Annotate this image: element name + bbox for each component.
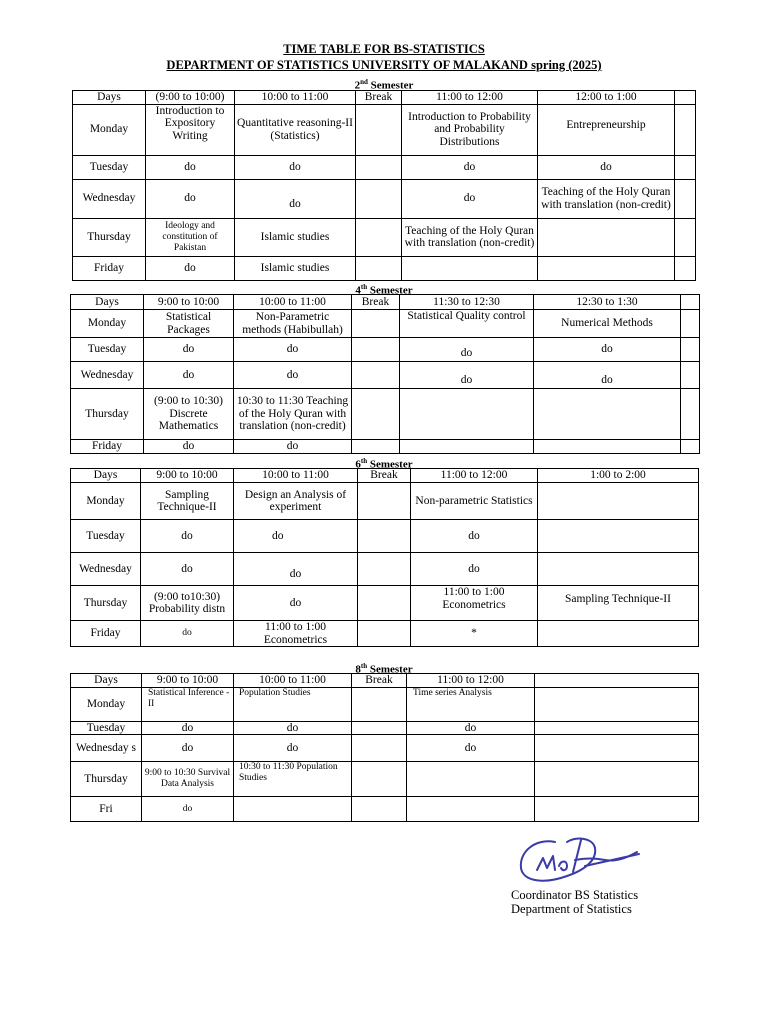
day-cell: Thursday <box>71 762 142 797</box>
table-header-row <box>71 469 699 483</box>
header-cell <box>675 91 696 105</box>
class-cell <box>352 310 400 338</box>
class-cell <box>400 389 534 440</box>
header-cell <box>535 674 699 688</box>
table-row <box>71 797 699 822</box>
header-cell: Days <box>71 469 141 483</box>
class-cell: do <box>234 440 352 454</box>
table-row <box>71 310 700 338</box>
class-cell: do <box>234 553 358 586</box>
class-cell <box>356 104 402 155</box>
class-cell: Time series Analysis <box>407 687 535 721</box>
class-cell: do <box>234 338 352 362</box>
class-cell <box>352 687 407 721</box>
class-cell <box>535 762 699 797</box>
class-cell: do <box>402 179 538 218</box>
sem2-heading: 2nd Semester <box>354 78 414 92</box>
class-cell: Non-Parametric methods (Habibullah) <box>234 310 352 338</box>
class-cell: (9:00 to 10:30) Discrete Mathematics <box>144 389 234 440</box>
header-cell: Days <box>71 674 142 688</box>
class-cell: Statistical Quality control <box>400 310 534 338</box>
table-row <box>71 553 699 586</box>
table-row <box>73 256 696 280</box>
class-cell: do <box>234 721 352 735</box>
class-cell: do <box>411 520 538 553</box>
day-cell: Friday <box>71 621 141 647</box>
day-cell: Tuesday <box>71 520 141 553</box>
header-cell: 9:00 to 10:00 <box>144 295 234 310</box>
class-cell: 9:00 to 10:30 Survival Data Analysis <box>142 762 234 797</box>
sem4-table <box>70 294 700 454</box>
class-cell: Teaching of the Holy Quran with translation (non-credit) <box>402 218 538 256</box>
class-cell: do <box>144 362 234 389</box>
class-cell <box>538 553 699 586</box>
class-cell: Islamic studies <box>235 218 356 256</box>
day-cell: Thursday <box>71 586 141 621</box>
header-cell: 11:00 to 12:00 <box>411 469 538 483</box>
class-cell <box>535 721 699 735</box>
class-cell <box>356 218 402 256</box>
class-cell: Statistical Inference - II <box>142 687 234 721</box>
table-row <box>73 218 696 256</box>
day-cell: Tuesday <box>71 721 142 735</box>
class-cell <box>681 310 700 338</box>
class-cell <box>356 256 402 280</box>
class-cell: do <box>534 362 681 389</box>
signature <box>515 832 645 888</box>
header-cell: 9:00 to 10:00 <box>142 674 234 688</box>
class-cell: 11:00 to 1:00 Econometrics <box>234 621 358 647</box>
sem6-table <box>70 468 699 647</box>
day-cell: Fri <box>71 797 142 822</box>
class-cell: Sampling Technique-II <box>141 483 234 520</box>
table-row <box>71 440 700 454</box>
day-cell: Monday <box>71 310 144 338</box>
class-cell <box>407 762 535 797</box>
class-cell: Sampling Technique-II <box>538 586 699 621</box>
table-row <box>73 179 696 218</box>
class-cell <box>538 621 699 647</box>
table-row <box>71 586 699 621</box>
day-cell: Friday <box>71 440 144 454</box>
class-cell: do <box>144 440 234 454</box>
day-cell: Wednesday <box>73 179 146 218</box>
header-cell: Break <box>358 469 411 483</box>
table-row <box>71 520 699 553</box>
class-cell <box>681 389 700 440</box>
document-subtitle: DEPARTMENT OF STATISTICS UNIVERSITY OF MALAKAND spring (2025) <box>166 58 602 72</box>
class-cell: do <box>407 735 535 762</box>
header-cell: 10:00 to 11:00 <box>234 469 358 483</box>
class-cell: do <box>411 553 538 586</box>
class-cell <box>534 440 681 454</box>
class-cell <box>358 586 411 621</box>
header-cell: 11:00 to 12:00 <box>402 91 538 105</box>
class-cell <box>352 338 400 362</box>
class-cell: do <box>141 553 234 586</box>
day-cell: Monday <box>71 483 141 520</box>
class-cell: do <box>235 179 356 218</box>
class-cell: do <box>142 797 234 822</box>
header-cell: 12:30 to 1:30 <box>534 295 681 310</box>
class-cell: Quantitative reasoning-II (Statistics) <box>235 104 356 155</box>
class-cell <box>538 218 675 256</box>
class-cell: Design an Analysis of experiment <box>234 483 358 520</box>
class-cell <box>675 104 696 155</box>
class-cell: do <box>402 155 538 179</box>
header-cell: 9:00 to 10:00 <box>141 469 234 483</box>
class-cell <box>352 389 400 440</box>
class-cell <box>681 440 700 454</box>
class-cell <box>675 256 696 280</box>
day-cell: Wednesday <box>71 362 144 389</box>
header-cell: 10:00 to 11:00 <box>235 91 356 105</box>
class-cell: do <box>146 256 235 280</box>
class-cell <box>538 483 699 520</box>
header-cell: 12:00 to 1:00 <box>538 91 675 105</box>
header-cell: Break <box>352 674 407 688</box>
table-row <box>71 762 699 797</box>
class-cell: Statistical Packages <box>144 310 234 338</box>
table-row <box>73 155 696 179</box>
day-cell: Wednesday <box>71 553 141 586</box>
table-row <box>73 104 696 155</box>
class-cell <box>358 553 411 586</box>
sem2-table <box>72 90 696 281</box>
class-cell: do <box>234 362 352 389</box>
header-cell: 10:00 to 11:00 <box>234 674 352 688</box>
class-cell: Introduction to Probability and Probability Distributions <box>402 104 538 155</box>
class-cell <box>358 520 411 553</box>
day-cell: Tuesday <box>73 155 146 179</box>
day-cell: Thursday <box>71 389 144 440</box>
class-cell: 11:00 to 1:00 Econometrics <box>411 586 538 621</box>
table-row <box>71 621 699 647</box>
table-row <box>71 721 699 735</box>
class-cell <box>535 735 699 762</box>
table-row <box>71 338 700 362</box>
class-cell <box>234 797 352 822</box>
class-cell <box>675 155 696 179</box>
class-cell <box>352 797 407 822</box>
table-row <box>71 735 699 762</box>
class-cell: do <box>146 155 235 179</box>
header-cell: 11:30 to 12:30 <box>400 295 534 310</box>
header-cell: 10:00 to 11:00 <box>234 295 352 310</box>
header-cell: (9:00 to 10:00) <box>146 91 235 105</box>
sem8-heading: 8th Semester <box>355 662 413 676</box>
department-name: Department of Statistics <box>511 902 632 916</box>
class-cell <box>538 520 699 553</box>
class-cell: Non-parametric Statistics <box>411 483 538 520</box>
class-cell: do <box>400 338 534 362</box>
class-cell: Ideology and constitution of Pakistan <box>146 218 235 256</box>
class-cell: do <box>235 155 356 179</box>
class-cell <box>352 762 407 797</box>
day-cell: Thursday <box>73 218 146 256</box>
sem6-heading: 6th Semester <box>355 457 413 471</box>
day-cell: Monday <box>71 687 142 721</box>
class-cell: Entrepreneurship <box>538 104 675 155</box>
class-cell: Introduction to Expository Writing <box>146 104 235 155</box>
class-cell: do <box>538 155 675 179</box>
class-cell <box>356 179 402 218</box>
header-cell: 1:00 to 2:00 <box>538 469 699 483</box>
class-cell: do <box>141 621 234 647</box>
class-cell: 10:30 to 11:30 Teaching of the Holy Quran with translation (non-credit) <box>234 389 352 440</box>
class-cell <box>402 256 538 280</box>
header-cell: Days <box>71 295 144 310</box>
class-cell <box>352 362 400 389</box>
class-cell: Numerical Methods <box>534 310 681 338</box>
class-cell <box>358 483 411 520</box>
sem4-heading: 4th Semester <box>355 283 413 297</box>
class-cell: Islamic studies <box>235 256 356 280</box>
class-cell <box>356 155 402 179</box>
class-cell: 10:30 to 11:30 Population Studies <box>234 762 352 797</box>
day-cell: Wednesday s <box>71 735 142 762</box>
class-cell: do <box>234 586 358 621</box>
class-cell <box>535 687 699 721</box>
class-cell: do <box>400 362 534 389</box>
table-row <box>71 362 700 389</box>
class-cell <box>407 797 535 822</box>
day-cell: Tuesday <box>71 338 144 362</box>
class-cell: do <box>146 179 235 218</box>
class-cell <box>538 256 675 280</box>
class-cell: do <box>234 735 352 762</box>
header-cell: Break <box>356 91 402 105</box>
day-cell: Friday <box>73 256 146 280</box>
class-cell: * <box>411 621 538 647</box>
class-cell <box>675 218 696 256</box>
class-cell <box>400 440 534 454</box>
header-cell: Days <box>73 91 146 105</box>
header-cell <box>681 295 700 310</box>
class-cell: Teaching of the Holy Quran with translation (non-credit) <box>538 179 675 218</box>
class-cell: do <box>142 721 234 735</box>
class-cell: Population Studies <box>234 687 352 721</box>
header-cell: Break <box>352 295 400 310</box>
day-cell: Monday <box>73 104 146 155</box>
class-cell: (9:00 to10:30) Probability distn <box>141 586 234 621</box>
class-cell <box>675 179 696 218</box>
class-cell <box>535 797 699 822</box>
class-cell <box>352 440 400 454</box>
coordinator-title: Coordinator BS Statistics <box>511 888 639 902</box>
class-cell: do <box>144 338 234 362</box>
sem8-table <box>70 673 699 822</box>
class-cell <box>681 362 700 389</box>
table-header-row <box>71 674 699 688</box>
class-cell: do <box>534 338 681 362</box>
class-cell <box>352 735 407 762</box>
header-cell: 11:00 to 12:00 <box>407 674 535 688</box>
table-row <box>71 483 699 520</box>
class-cell: do <box>234 520 358 553</box>
document-title: TIME TABLE FOR BS-STATISTICS <box>283 42 485 56</box>
class-cell: do <box>407 721 535 735</box>
coordinator-signature-block <box>511 888 638 916</box>
table-row <box>71 389 700 440</box>
table-row <box>71 687 699 721</box>
class-cell: do <box>141 520 234 553</box>
table-header-row <box>73 91 696 105</box>
class-cell <box>352 721 407 735</box>
table-header-row <box>71 295 700 310</box>
class-cell <box>681 338 700 362</box>
class-cell <box>534 389 681 440</box>
class-cell: do <box>142 735 234 762</box>
class-cell <box>358 621 411 647</box>
